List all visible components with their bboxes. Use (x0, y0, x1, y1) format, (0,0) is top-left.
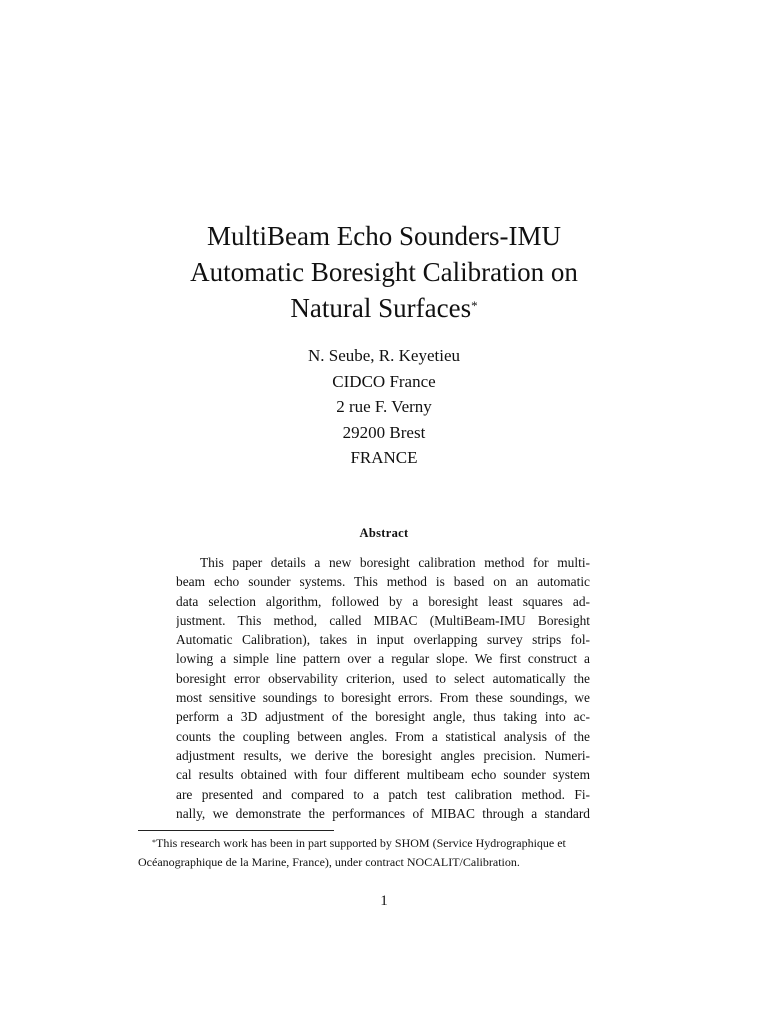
abstract-line: counts the coupling between angles. From a statistical analysis of the (176, 728, 590, 744)
paper-title (100, 218, 668, 326)
abstract-line: This paper details a new boresight calibration method for multi- (200, 555, 590, 570)
footnote-mark: * (152, 838, 156, 847)
abstract-line: justment. This method, called MIBAC (MultiBeam-IMU Boresight (176, 612, 590, 628)
title-line: MultiBeam Echo Sounders-IMU (207, 221, 561, 251)
footnote-divider (138, 830, 334, 831)
footnote-line: Océanographique de la Marine, France), under contract NOCALIT/Calibration. (138, 855, 520, 869)
page-number: 1 (380, 893, 388, 909)
abstract-line: Automatic Calibration), takes in input overlapping survey strips fol- (176, 632, 590, 648)
title-line (100, 290, 668, 326)
author-street: 2 rue F. Verny (336, 397, 432, 417)
abstract-line: nally, we demonstrate the performances of MIBAC through a standard (176, 805, 590, 821)
footnote-line-text: This research work has been in part supported by SHOM (Service Hydrographique et (156, 836, 566, 850)
abstract-line: most sensitive soundings to boresight errors. From these soundings, we (176, 690, 590, 706)
title-line-text: Natural Surfaces (290, 293, 472, 323)
abstract-line: lowing a simple line pattern over a regular slope. We first construct a (176, 651, 590, 667)
abstract-line: perform a 3D adjustment of the boresight angle, thus taking into ac- (176, 709, 590, 725)
title-line: Automatic Boresight Calibration on (190, 257, 578, 287)
title-footnote-mark: * (471, 298, 478, 313)
abstract-body (176, 553, 590, 823)
author-city: 29200 Brest (342, 422, 426, 442)
abstract-line: adjustment results, we derive the boresight angles precision. Numeri- (176, 747, 590, 763)
author-names: N. Seube, R. Keyetieu (307, 346, 461, 365)
abstract-line: are presented and compared to a patch test calibration method. Fi- (176, 786, 590, 802)
footnote (138, 834, 630, 872)
abstract-line: boresight error observability criterion, used to select automatically the (176, 670, 590, 686)
abstract-line: data selection algorithm, followed by a boresight least squares ad- (176, 593, 590, 609)
author-country: FRANCE (350, 448, 418, 468)
author-block (200, 343, 568, 471)
abstract-line: beam echo sounder systems. This method is based on an automatic (176, 574, 590, 590)
abstract-heading: Abstract (359, 526, 409, 540)
author-affiliation: CIDCO France (332, 371, 436, 391)
footnote-line (138, 834, 630, 853)
abstract-line: cal results obtained with four different multibeam echo sounder system (176, 767, 590, 783)
